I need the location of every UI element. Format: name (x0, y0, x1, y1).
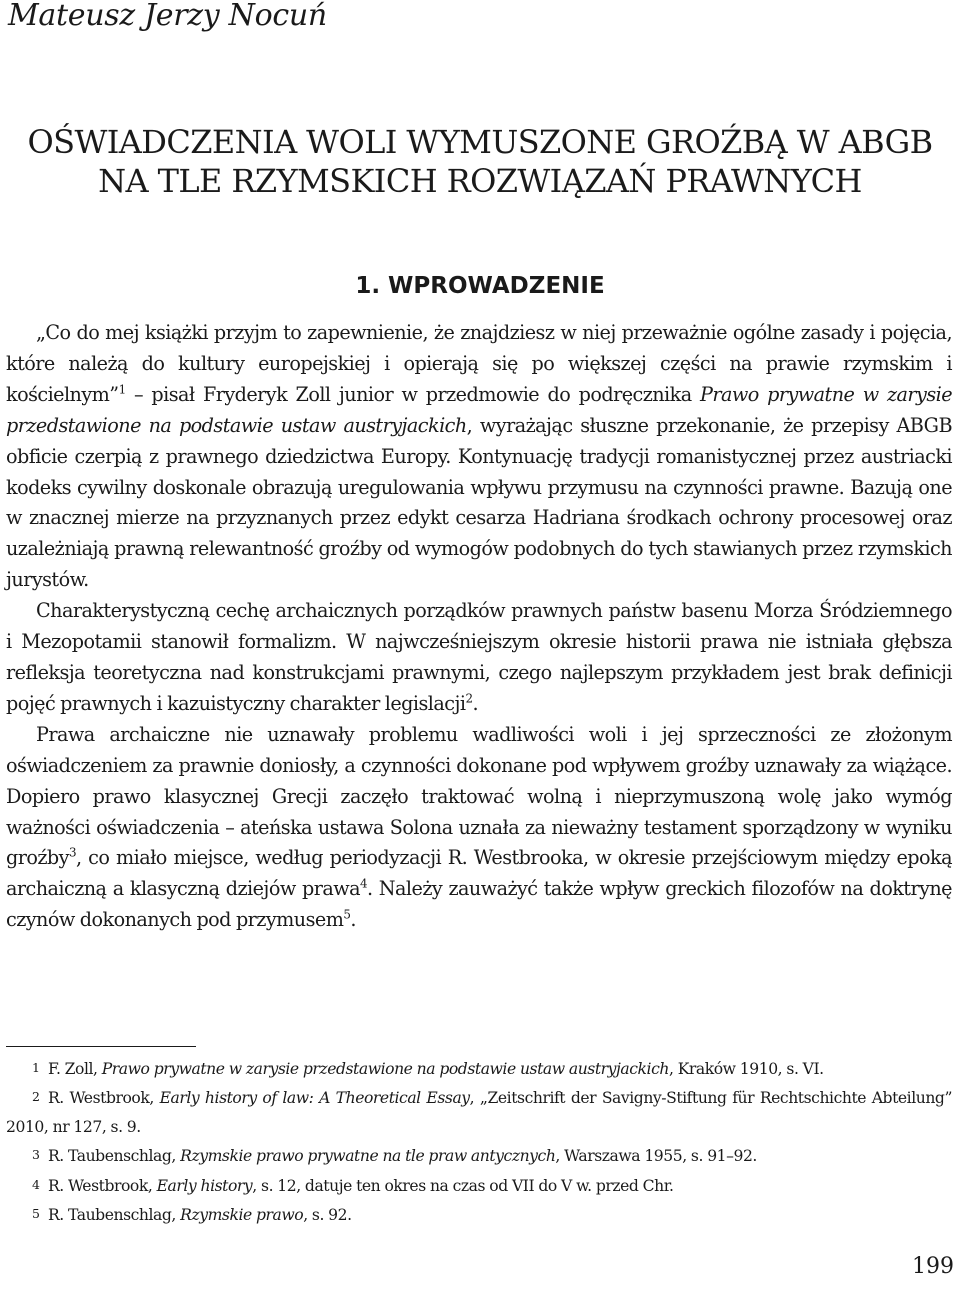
paragraph-1-text-c: , wyrażając słuszne przekonanie, że przepisy ABGB obficie czerpią z prawnego dziedzictwa Europy. Kontynuację tradycji romanistycznej przez austriacki kodeks cywilny doskonale obrazują uregulowania wpływu przymusu na czynności prawne. Bazują one w znacznej mierze na przyznanych przez edykt cesarza Hadriana środkach ochrony procesowej oraz uzależniają prawną relewantność groźby od wymogów podobnych do tych stawianych przez rzymskich jurystów. (6, 413, 952, 592)
article-body (6, 318, 952, 936)
footnote-2 (6, 1083, 952, 1141)
footnote-ref-2[interactable]: 2 (465, 691, 473, 706)
footnote-text: R. Westbrook, (48, 1176, 157, 1195)
paragraph-1-book-title: Prawo prywatne w zarysie przedstawione na podstawie ustaw austryjackich (6, 382, 953, 437)
footnote-ref-1[interactable]: 1 (118, 382, 126, 397)
paragraph-3-text-a: Prawa archaiczne nie uznawały problemu wadliwości woli i jej sprzeczności ze złożonym oświadczeniem za prawnie doniosły, a czynności dokonane pod wpływem groźby uznawały za wiążące. Dopiero prawo klasycznej Grecji zaczęło traktować wolną i nieprzymuszoną wolę jako wymóg ważności oświadczenia – ateńska ustawa Solona uznała za nieważny testament sporządzony w wyniku groźby (6, 722, 952, 870)
paragraph-3-text-b: , co miało miejsce, według periodyzacji R. Westbrooka, w okresie przejściowym między epoką archaiczną a klasyczną dziejów prawa (6, 846, 952, 901)
footnote-work-title: Rzymskie prawo (180, 1206, 304, 1225)
footnote-work-title: Early history (156, 1176, 253, 1195)
paragraph-1-text-b: – pisał Fryderyk Zoll junior w przedmowie do podręcznika (125, 382, 700, 406)
paragraph-1-text-a: „Co do mej książki przyjm to zapewnienie, że znajdziesz w niej przeważnie ogólne zasady i pojęcia, które należą do kultury europejskiej i opierają się po większej części na prawie rzymskim i kościelnym” (6, 321, 952, 406)
article-title (0, 123, 960, 201)
footnote-4 (6, 1171, 952, 1200)
footnote-list (6, 1054, 952, 1229)
footnote-work-title: Rzymskie prawo prywatne na tle praw antycznych (180, 1147, 556, 1166)
paragraph-2-text-b: . (472, 691, 479, 715)
footnote-text: F. Zoll, (48, 1060, 102, 1078)
footnote-1 (6, 1054, 952, 1083)
footnote-ref-5[interactable]: 5 (343, 907, 351, 922)
paragraph-2 (6, 596, 952, 720)
footnote-text: , s. 12, datuje ten okres na czas od VII do V w. przed Chr. (252, 1176, 674, 1195)
footnote-number: 1 (32, 1060, 40, 1075)
paragraph-2-text-a: Charakterystyczną cechę archaicznych porządków prawnych państw basenu Morza Śródziemnego i Mezopotamii stanowił formalizm. W najwcześniejszym okresie historii prawa nie istniała głębsza refleksja teoretyczna nad konstrukcjami prawnymi, czego najlepszym przykładem jest brak definicji pojęć prawnych i kazuistyczny charakter legislacji (6, 599, 952, 715)
footnote-ref-4[interactable]: 4 (359, 876, 367, 891)
paragraph-1 (6, 318, 952, 596)
footnote-number: 4 (32, 1176, 40, 1192)
section-heading: 1. WPROWADZENIE (355, 273, 605, 300)
footnote-number: 5 (32, 1206, 40, 1222)
footnote-text: , Kraków 1910, s. VI. (668, 1060, 824, 1078)
paragraph-3 (6, 720, 952, 936)
footnote-text: R. Taubenschlag, (48, 1147, 181, 1166)
footnote-work-title: Early history of law: A Theoretical Essay (159, 1089, 470, 1108)
article-title-line-1: OŚWIADCZENIA WOLI WYMUSZONE GROŹBĄ W ABGB (27, 123, 933, 162)
paragraph-3-text-c: . Należy zauważyć także wpływ greckich filozofów na doktrynę czynów dokonanych pod przymusem (6, 877, 952, 932)
footnote-number: 2 (32, 1089, 40, 1105)
footnote-work-title: Prawo prywatne w zarysie przedstawione na podstawie ustaw austryjackich (101, 1060, 669, 1078)
article-title-line-2: NA TLE RZYMSKICH ROZWIĄZAŃ PRAWNYCH (98, 162, 862, 201)
footnote-5 (6, 1200, 952, 1229)
footnote-text: , s. 92. (303, 1206, 352, 1225)
footnote-text: , „Zeitschrift der Savigny-Stiftung für Rechtschichte Abteilung” 2010, nr 127, s. 9. (6, 1089, 952, 1136)
footnote-number: 3 (32, 1147, 40, 1163)
page-number: 199 (912, 1254, 954, 1279)
author-name: Mateusz Jerzy Nocuń (8, 0, 327, 33)
footnote-text: R. Westbrook, (48, 1089, 160, 1108)
footnote-text: , Warszawa 1955, s. 91–92. (555, 1147, 757, 1166)
footnote-ref-3[interactable]: 3 (68, 846, 76, 861)
footnote-3 (6, 1141, 952, 1170)
footnote-text: R. Taubenschlag, (48, 1206, 181, 1225)
paragraph-3-text-d: . (350, 908, 356, 932)
footnotes (6, 1046, 952, 1229)
